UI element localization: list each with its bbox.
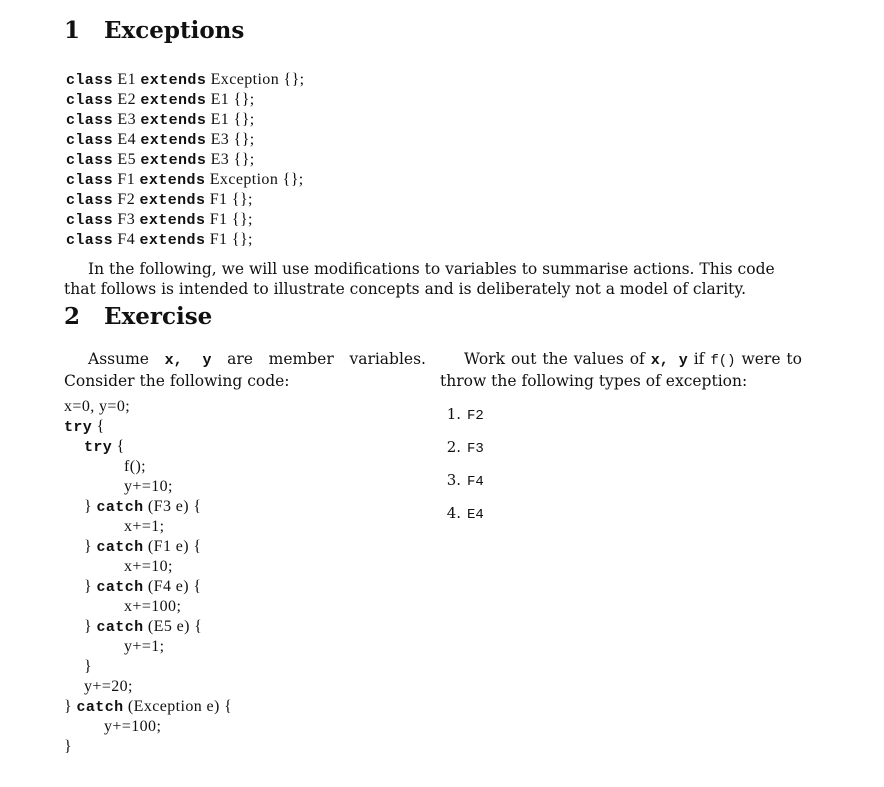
- list-item: 3. F4: [446, 471, 484, 490]
- class-decl-line: class F3 extends F1 {};: [66, 211, 253, 229]
- code-line: try {: [64, 418, 105, 436]
- code-line: } catch (F3 e) {: [84, 498, 202, 516]
- class-decl-line: class F1 extends Exception {};: [66, 171, 304, 189]
- class-decl-line: class F4 extends F1 {};: [66, 231, 253, 249]
- list-item: 4. E4: [446, 504, 484, 523]
- code-line: f();: [124, 458, 147, 475]
- code-line: x=0, y=0;: [64, 398, 131, 415]
- code-line: x+=1;: [124, 518, 165, 535]
- list-item: 1. F2: [446, 405, 484, 424]
- section-2-heading: [64, 303, 212, 330]
- class-decl-line: class F2 extends F1 {};: [66, 191, 253, 209]
- class-decl-line: class E5 extends E3 {};: [66, 151, 255, 169]
- section-2-title: Exercise: [104, 303, 213, 330]
- section-1-title: Exceptions: [104, 17, 245, 44]
- code-line: y+=10;: [124, 478, 173, 495]
- code-block: [64, 397, 232, 757]
- code-line: x+=100;: [124, 598, 182, 615]
- section-2-number: 2: [64, 303, 81, 330]
- code-line: y+=100;: [104, 718, 162, 735]
- code-line: } catch (Exception e) {: [64, 698, 233, 716]
- class-decl-line: class E1 extends Exception {};: [66, 71, 305, 89]
- code-line: }: [64, 738, 73, 755]
- left-intro: Assume x, y are member variables. Consider the following code:: [64, 350, 426, 390]
- code-line: } catch (E5 e) {: [84, 618, 203, 636]
- class-decl-line: class E3 extends E1 {};: [66, 111, 255, 129]
- class-declarations: [66, 70, 305, 250]
- section-1-heading: [64, 17, 244, 44]
- section-1-number: 1: [64, 17, 81, 44]
- code-line: } catch (F1 e) {: [84, 538, 202, 556]
- list-item: 2. F3: [446, 438, 484, 457]
- code-line: y+=20;: [84, 678, 133, 695]
- exception-list: [441, 405, 484, 537]
- vars-x-y: x, y: [164, 352, 212, 369]
- code-line: } catch (F4 e) {: [84, 578, 202, 596]
- code-line: y+=1;: [124, 638, 165, 655]
- code-line: x+=10;: [124, 558, 173, 575]
- code-line: }: [84, 658, 93, 675]
- class-decl-line: class E4 extends E3 {};: [66, 131, 255, 149]
- class-decl-line: class E2 extends E1 {};: [66, 91, 255, 109]
- code-line: try {: [84, 438, 125, 456]
- right-intro: Work out the values of x, y if f() were to throw the following types of exception:: [440, 350, 802, 390]
- intro-paragraph: In the following, we will use modifications to variables to summarise actions. This code that follows is intended to illustrate concepts and is deliberately not a model of clarity.: [64, 260, 775, 298]
